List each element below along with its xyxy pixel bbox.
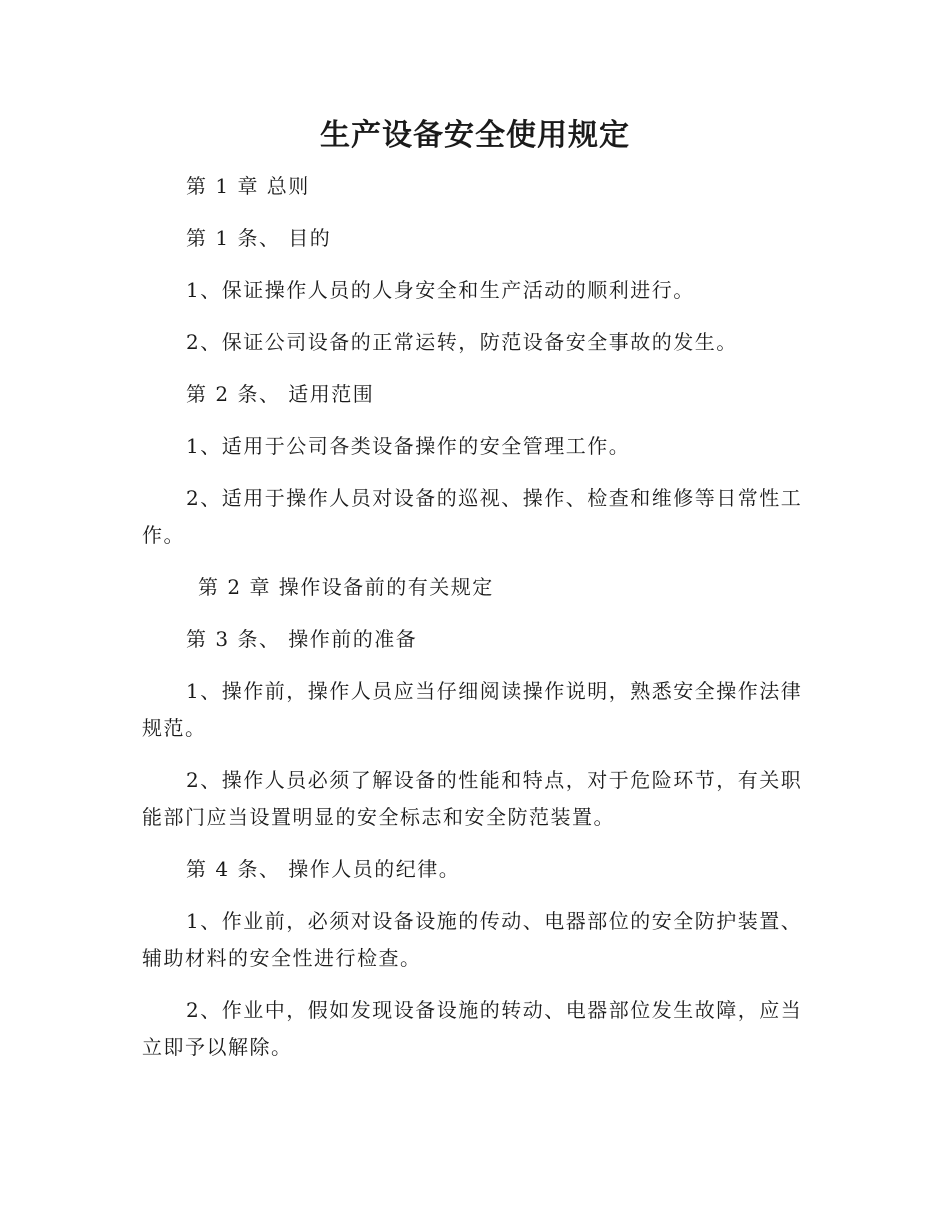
- paragraph: 2、作业中，假如发现设备设施的转动、电器部位发生故障，应当立即予以解除。: [142, 998, 803, 1059]
- paragraph: 1、作业前，必须对设备设施的传动、电器部位的安全防护装置、辅助材料的安全性进行检查。: [142, 909, 803, 970]
- paragraph: 1、保证操作人员的人身安全和生产活动的顺利进行。: [186, 278, 695, 302]
- article-heading: 第 4 条、 操作人员的纪律。: [186, 857, 461, 881]
- article-heading: 第 2 条、 适用范围: [186, 382, 375, 406]
- paragraph: 2、适用于操作人员对设备的巡视、操作、检查和维修等日常性工作。: [142, 486, 803, 547]
- document-body: [142, 168, 810, 1081]
- paragraph: 2、操作人员必须了解设备的性能和特点，对于危险环节，有关职能部门应当设置明显的安全标志和安全防范装置。: [142, 768, 803, 829]
- document-title: 生产设备安全使用规定: [320, 118, 630, 153]
- article-heading: 第 3 条、 操作前的准备: [186, 627, 418, 651]
- article-heading: 第 1 条、 目的: [186, 226, 332, 250]
- paragraph: 2、保证公司设备的正常运转，防范设备安全事故的发生。: [186, 330, 738, 354]
- chapter-heading: 第 2 章 操作设备前的有关规定: [198, 575, 494, 599]
- paragraph: 1、适用于公司各类设备操作的安全管理工作。: [186, 434, 631, 458]
- paragraph: 1、操作前，操作人员应当仔细阅读操作说明，熟悉安全操作法律规范。: [142, 679, 803, 740]
- chapter-heading: 第 1 章 总则: [186, 174, 310, 198]
